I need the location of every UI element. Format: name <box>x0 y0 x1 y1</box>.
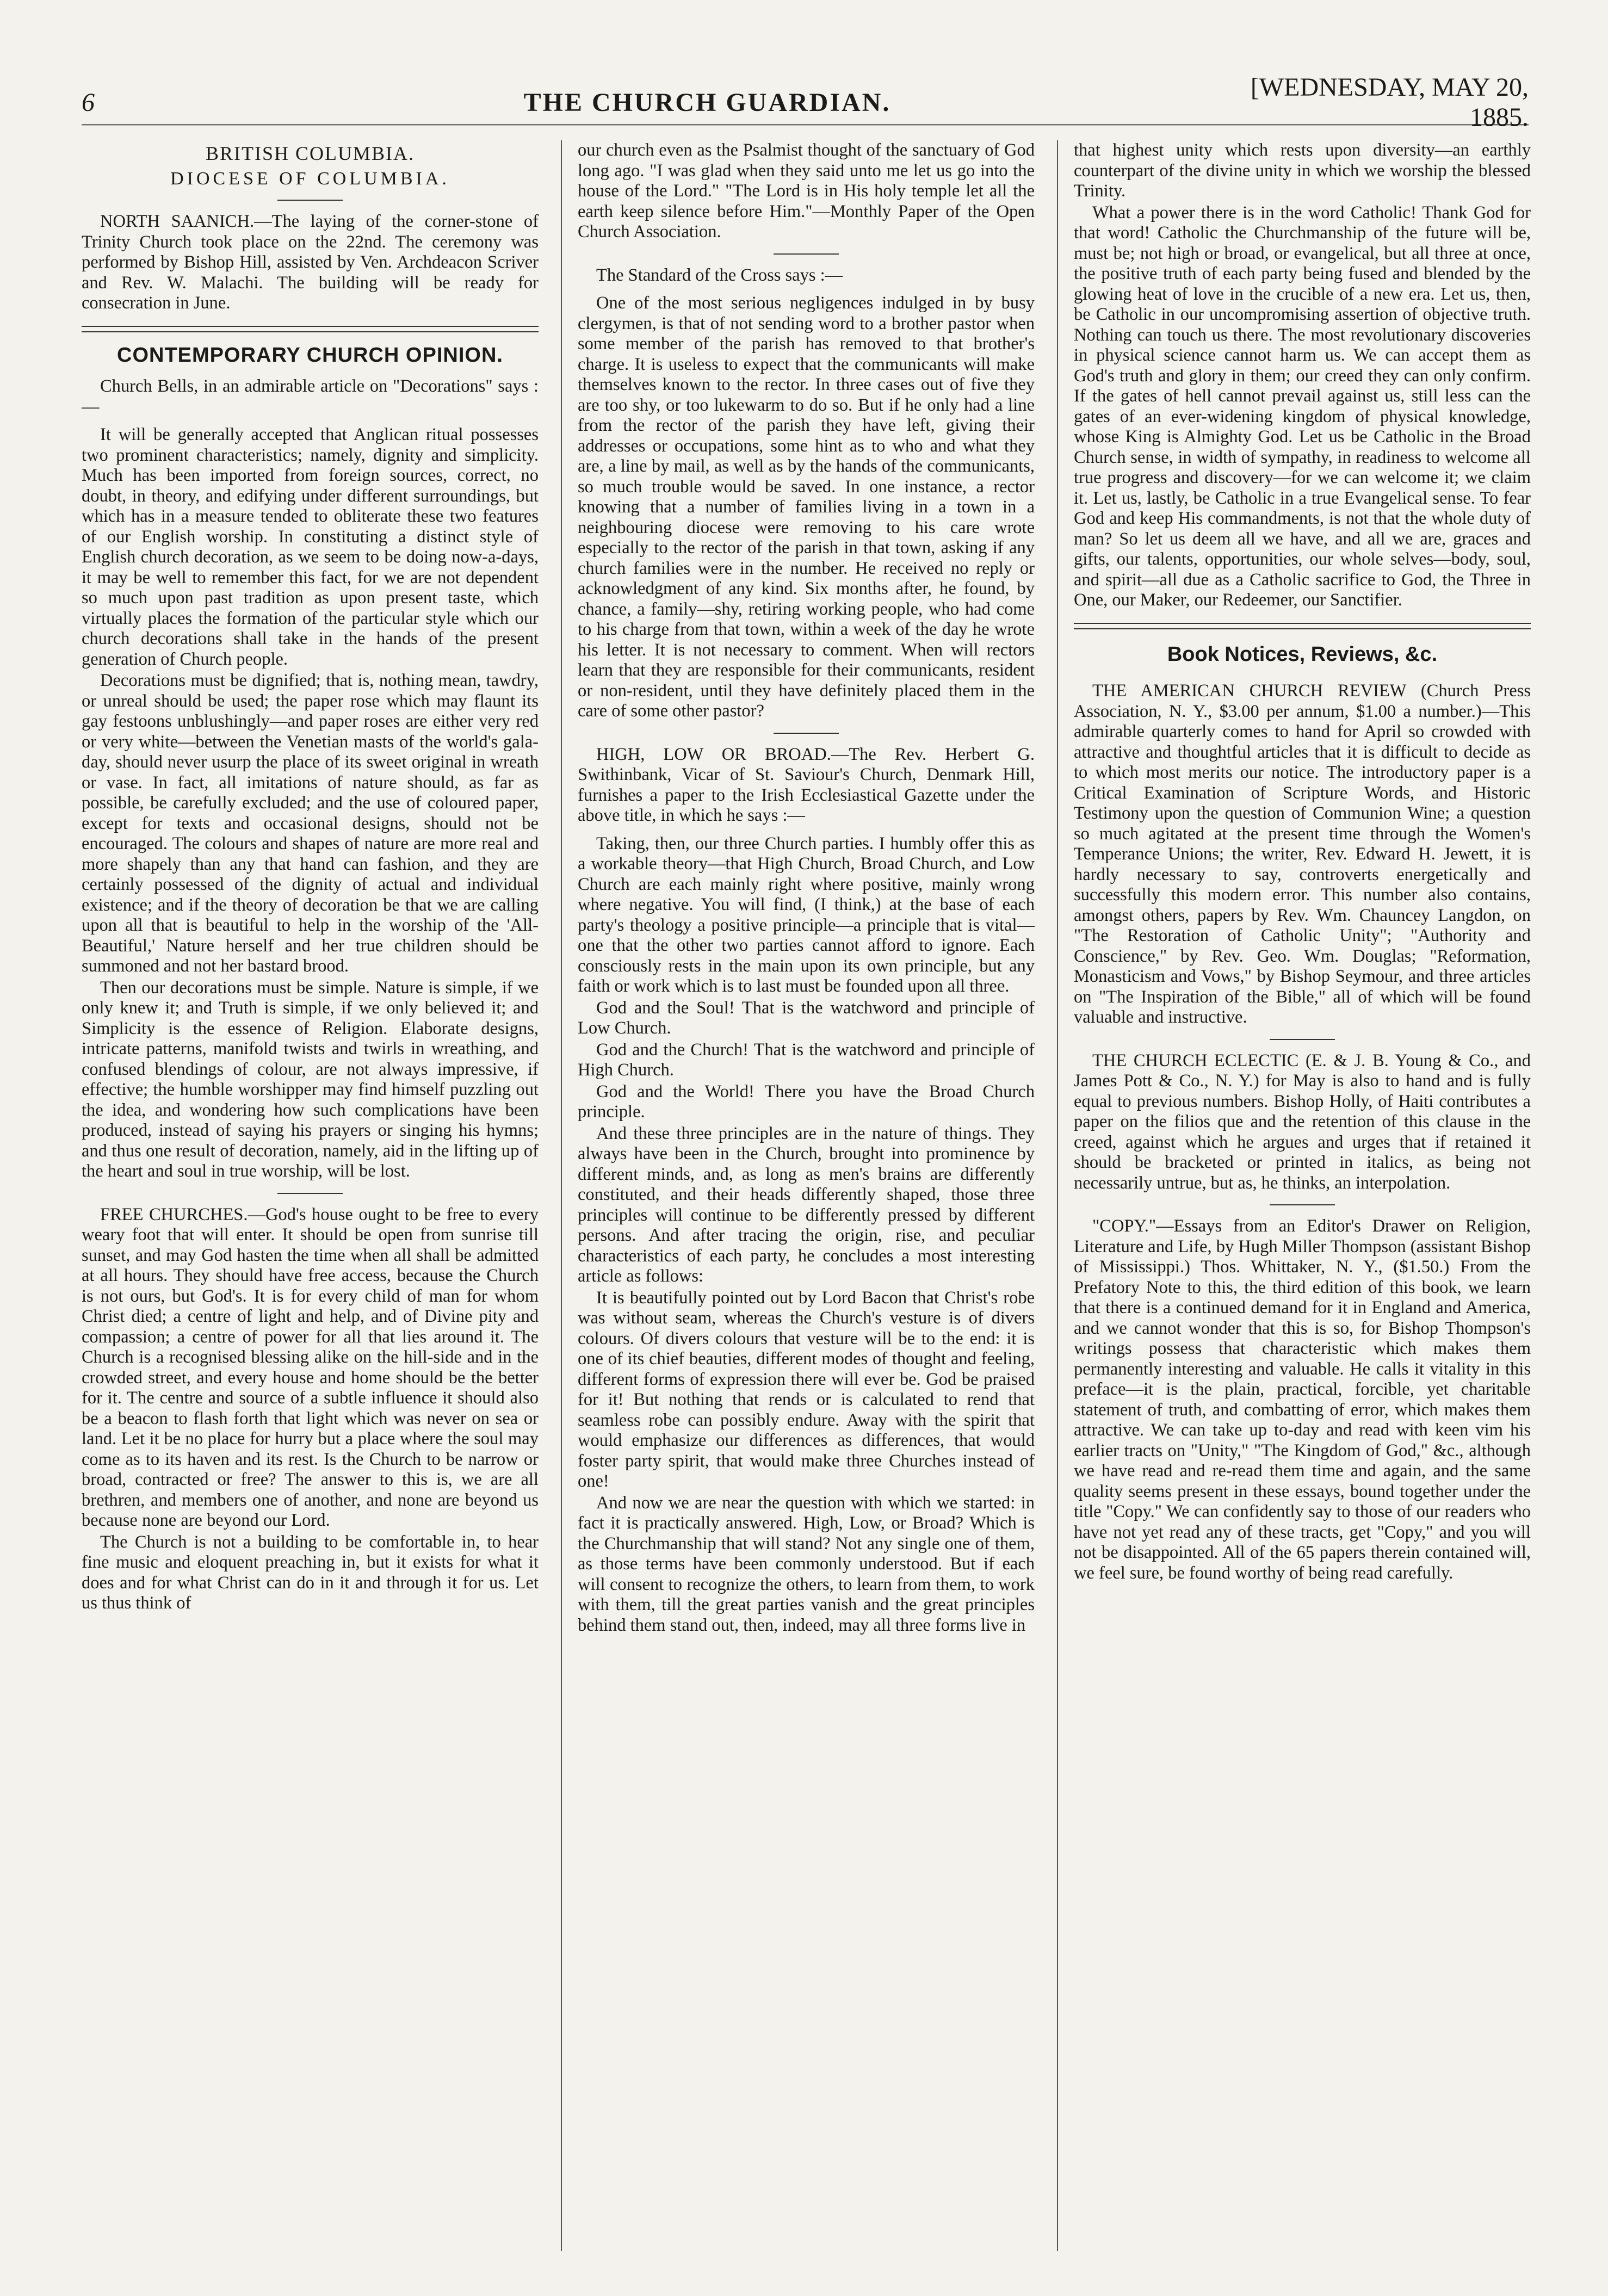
newspaper-title: THE CHURCH GUARDIAN. <box>523 88 891 117</box>
column-rule <box>561 140 562 2251</box>
page-number: 6 <box>82 88 95 117</box>
standard-paragraph: One of the most serious negligences indulged in by busy clergymen, is that of not sending word to a brother pastor when some member of the parish has removed to that brother's charge. It is useless to expect that the communicants will make themselves known to the rector. In three cases out of five they are too shy, or too lukewarm to do so. But if he only had a line from the rector of the parish they have left, giving their addresses or occupations, some hint as to who and what they are, a line by mail, as well as by the hands of the communicants, so much trouble would be saved. In one instance, a rector knowing that a number of families living in a town in a neighbouring diocese were removing to his care wrote especially to the rector of the parish in that town, asking if any church families were in the number. He received no reply or acknowledgment of any kind. Six months after, he found, by chance, a family—shy, retiring working people, who had come to his charge from that town, within a week of the day he wrote his letter. It is not necessary to comment. When will rectors learn that they are responsible for their communicants, resident or non-resident, until they have definitely placed them in the care of some other pastor? <box>578 293 1035 721</box>
divider <box>774 733 839 734</box>
book-notices-heading: Book Notices, Reviews, &c. <box>1167 642 1438 666</box>
opinion-paragraph: It will be generally accepted that Anglican ritual possesses two prominent characteristics; namely, dignity and simplicity. Much has been imported from foreign sources, correct, no doubt, in theory, and edifying under different surroundings, but which has in a measure tended to obliterate these two features of our English worship. In constituting a distinct style of English church decoration, as we seem to be doing now-a-days, it may be well to remember this fact, for we are not dependent so much upon past tradition as upon present taste, which virtually places the formation of the particular style which our church decorations shall take in the hands of the present generation of Church people. <box>82 425 539 669</box>
column-2 <box>578 140 1035 2251</box>
high-low-paragraph: God and the Church! That is the watchword and principle of High Church. <box>578 1039 1035 1080</box>
column-rule <box>1057 140 1058 2251</box>
review-paragraph: THE AMERICAN CHURCH REVIEW (Church Press Association, N. Y., $3.00 per annum, $1.00 a number.)—This admirable quarterly comes to hand for April so crowded with attractive and thoughtful articles that it is difficult to decide as to which most merits our notice. The introductory paper is a Critical Examination of Scripture Words, and Historic Testimony upon the question of Communion Wine; a question so much agitated at the present time through the Women's Temperance Unions; the writer, Rev. Edward H. Jewett, it is hardly necessary to say, controverts energetically and successfully this modern error. This number also contains, amongst others, papers by Rev. Wm. Chauncey Langdon, on "The Restoration of Catholic Unity"; "Authority and Conscience," by Rev. Geo. Wm. Douglas; "Reformation, Monasticism and Vows," by Bishop Seymour, and three articles on "The Inspiration of the Bible," all of which will be found valuable and instructive. <box>1074 681 1531 1027</box>
high-low-paragraph: God and the Soul! That is the watchword and principle of Low Church. <box>578 998 1035 1038</box>
opinion-heading: CONTEMPORARY CHURCH OPINION. <box>117 343 503 367</box>
masthead <box>82 73 1529 132</box>
high-low-paragraph: And now we are near the question with which we started: in fact it is practically answered. High, Low, or Broad? Which is the Churchmanship that will stand? Not any single one of them, as those terms have been commonly understood. But if each will consent to recognize the others, to learn from them, to work with them, till the great parties vanish and the great principles behind them stand out, then, indeed, may all three forms live in <box>578 1493 1035 1635</box>
divider <box>1270 1039 1335 1040</box>
double-rule <box>82 326 539 332</box>
review-paragraph: THE CHURCH ECLECTIC (E. & J. B. Young & Co., and James Pott & Co., N. Y.) for May is also to hand and is fully equal to previous numbers. Bishop Holly, of Haiti contributes a paper on the filios que and the retention of this clause in the creed, against which he argues and urges that if retained it should be bracketed or printed in italics, as being not necessarily untrue, but as, he thinks, an interpolation. <box>1074 1050 1531 1193</box>
continued-paragraph: our church even as the Psalmist thought of the sanctuary of God long ago. "I was glad when they said unto me let us go into the house of the Lord." "The Lord is in His holy temple let all the earth keep silence before Him."—Monthly Paper of the Open Church Association. <box>578 140 1035 242</box>
free-churches-paragraph: The Church is not a building to be comfortable in, to hear fine music and eloquent preaching in, but it exists for what it does and for what Christ can do in it and through it for us. Let us thus think of <box>82 1532 539 1613</box>
column-3 <box>1074 140 1531 2251</box>
divider <box>277 1193 343 1194</box>
high-low-paragraph: Taking, then, our three Church parties. I humbly offer this as a workable theory—that High Church, Broad Church, and Low Church are each mainly right where positive, mainly wrong where negative. You will find, (I think,) at the base of each party's theology a positive principle—a principle that is vital—one that the other two parties cannot afford to ignore. Each consciously rests in the main upon its own principle, but any faith or work which is to last must be founded upon all three. <box>578 833 1035 996</box>
opinion-intro: Church Bells, in an admirable article on "Decorations" says :— <box>82 376 539 417</box>
divider <box>277 200 343 201</box>
column-1 <box>82 140 539 2251</box>
diocese-heading: DIOCESE OF COLUMBIA. <box>170 168 450 189</box>
issue-date: [WEDNESDAY, MAY 20, 1885. <box>1250 73 1529 132</box>
review-paragraph: "COPY."—Essays from an Editor's Drawer on Religion, Literature and Life, by Hugh Miller Thompson (assistant Bishop of Mississippi.) Thos. Whittaker, N. Y., ($1.50.) From the Prefatory Note to this, the third edition of this book, we learn that there is a continued demand for it in England and America, and we cannot wonder that this is so, for Bishop Thompson's writings possess that characteristic which makes them permanently interesting and valuable. He calls it vitality in this preface—it is the plain, practical, forcible, yet charitable statement of truth, and combatting of error, which makes them attractive. We can take up to-day and read with keen vim his earlier tracts on "Unity," "The Kingdom of God," &c., although we have read and re-read them time and again, and the same quality seems present in these essays, bound together under the title "Copy." We can confidently say to those of our readers who have not yet read any of these tracts, get "Copy," and you will not be disappointed. All of the 65 papers therein contained will, we feel sure, be found worthy of being read carefully. <box>1074 1216 1531 1583</box>
standard-intro: The Standard of the Cross says :— <box>596 265 843 285</box>
news-paragraph: NORTH SAANICH.—The laying of the corner-stone of Trinity Church took place on the 22nd. The ceremony was performed by Bishop Hill, assisted by Ven. Archdeacon Scriver and Rev. W. Malachi. The building will be ready for consecration in June. <box>82 212 539 313</box>
continued-paragraph: What a power there is in the word Catholic! Thank God for that word! Catholic the Churchmanship of the future will be, must be; not high or broad, or evangelical, but all three at once, the positive truth of each party being fused and blended by the glowing heat of love in the crucible of a new era. Let us, then, be Catholic in our uncompromising assertion of objective truth. Nothing can touch us there. The most revolutionary discoveries in physical science cannot harm us. We can accept them as God's truth and glory in them; our creed they can only confirm. If the gates of hell cannot prevail against us, still less can the gates of an ever-widening kingdom of physical knowledge, whose King is Almighty God. Let us be Catholic in the Broad Church sense, in width of sympathy, in readiness to welcome all true progress and discovery—for we can welcome it; we claim it. Let us, lastly, be Catholic in a true Evangelical sense. To fear God and keep His commandments, is not that the whole duty of man? So let us deem all we have, and all we are, graces and gifts, our talents, opportunities, our whole selves—body, soul, and spirit—all due as a Catholic sacrifice to God, the Three in One, our Maker, our Redeemer, our Sanctifier. <box>1074 202 1531 610</box>
free-churches-paragraph: FREE CHURCHES.—God's house ought to be free to every weary foot that will enter. It should be open from sunrise till sunset, and may God hasten the time when all shall be admitted at all hours. They should have free access, because the Church is not ours, but God's. It is for every child of man for whom Christ died; a centre of light and help, and of Divine pity and compassion; a centre of power for all that lies around it. The Church is a recognised blessing alike on the hill-side and in the crowded street, and every house and home should be the better for it. The centre and source of a subtle influence it should also be a beacon to flash forth that light which was never on sea or land. Let it be no place for hurry but a place where the soul may come as to its haven and its rest. Is the Church to be narrow or broad, contracted or free? The answer to this is, we are all brethren, and members one of another, and none are beyond us because none are beyond our Lord. <box>82 1204 539 1530</box>
continued-paragraph: that highest unity which rests upon diversity—an earthly counterpart of the divine unity in which we worship the blessed Trinity. <box>1074 140 1531 201</box>
opinion-paragraph: Decorations must be dignified; that is, nothing mean, tawdry, or unreal should be used; the paper rose which may flaunt its gay festoons unblushingly—and paper roses are either very red or very white—between the Venetian masts of the world's gala-day, should never usurp the place of its sweet original in wreath or vase. In fact, all imitations of nature should, as far as possible, be carefully excluded; and the use of coloured paper, except for texts and occasional designs, should not be encouraged. The colours and shapes of nature are more real and more shapely than any that hand can fashion, and they are certainly possessed of the dignity of actual and individual existence; and if the theory of decoration be that we are calling upon all that is beautiful to help in the worship of the 'All-Beautiful,' Nature herself and her true children should be summoned and not her bastard brood. <box>82 671 539 976</box>
opinion-paragraph: Then our decorations must be simple. Nature is simple, if we only knew it; and Truth is simple, if we only believed it; and Simplicity is the essence of Religion. Elaborate designs, intricate patterns, manifold twists and twirls in wreathing, and confused blendings of colour, are not always impressive, if effective; the humble worshipper may find himself puzzling out the idea, and wondering how such complications have been produced, instead of saying his prayers or singing his hymns; and thus one result of decoration, namely, aid in the lifting up of the heart and soul in true worship, will be lost. <box>82 977 539 1181</box>
high-low-paragraph: It is beautifully pointed out by Lord Bacon that Christ's robe was without seam, whereas the Church's vesture is of divers colours. Of divers colours that vesture will be to the end: it is one of its chief beauties, different modes of thought and feeling, different forms of expression there will ever be. God be praised for it! But nothing that rends or is calculated to rend that seamless robe can possibly endure. Away with the spirit that would emphasize our differences as differences, that would foster party spirit, that would make three Churches instead of one! <box>578 1288 1035 1491</box>
section-title: BRITISH COLUMBIA. <box>205 143 415 164</box>
high-low-paragraph: And these three principles are in the nature of things. They always have been in the Church, brought into prominence by different minds, and, as long as men's brains are differently constituted, and their heads differently shaped, those three principles will continue to be differently pressed by different persons. And after tracing the origin, rise, and peculiar characteristics of each party, he concludes a most interesting article as follows: <box>578 1123 1035 1286</box>
high-low-paragraph: God and the World! There you have the Broad Church principle. <box>578 1081 1035 1122</box>
divider <box>1270 1204 1335 1205</box>
high-low-intro: HIGH, LOW OR BROAD.—The Rev. Herbert G. Swithinbank, Vicar of St. Saviour's Church, Denmark Hill, furnishes a paper to the Irish Ecclesiastical Gazette under the above title, in which he says :— <box>578 744 1035 825</box>
double-rule <box>1074 623 1531 629</box>
divider <box>774 253 839 255</box>
